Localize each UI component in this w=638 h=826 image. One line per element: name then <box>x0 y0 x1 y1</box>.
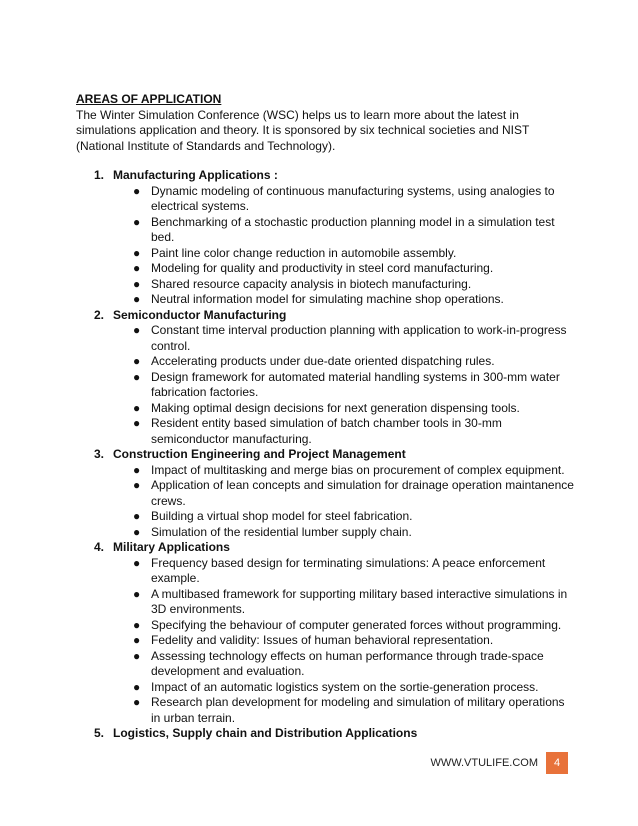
section-title <box>76 308 576 324</box>
list-item-text: Paint line color change reduction in automobile assembly. <box>151 245 457 260</box>
section-number: 3. <box>94 447 105 461</box>
section-military <box>76 540 576 726</box>
list-item-text: Specifying the behaviour of computer generated forces without programming. <box>151 617 562 632</box>
list-item <box>76 292 576 308</box>
page-footer <box>0 752 638 774</box>
list-item-text: Modeling for quality and productivity in steel cord manufacturing. <box>151 261 494 275</box>
page-number-badge: 4 <box>546 752 568 774</box>
document-body <box>76 92 576 742</box>
list-item <box>76 680 576 696</box>
list-item-text: Frequency based design for terminating simulations: A peace enforcement example. <box>151 555 546 585</box>
list-item-text: Simulation of the residential lumber supply chain. <box>151 524 412 539</box>
list-item <box>76 478 576 509</box>
list-item-text: Resident entity based simulation of batch chamber tools in 30-mm semiconductor manufacturing. <box>151 416 502 446</box>
bullet-icon: ● <box>133 323 141 337</box>
list-item-text: Impact of an automatic logistics system on the sortie-generation process. <box>151 679 539 694</box>
list-item-text: Fedelity and validity: Issues of human behavioral representation. <box>151 633 494 647</box>
section-construction <box>76 447 576 540</box>
list-item <box>76 370 576 401</box>
list-item-text: Making optimal design decisions for next generation dispensing tools. <box>151 400 520 415</box>
section-title-text: Logistics, Supply chain and Distribution Applications <box>113 726 418 740</box>
bullet-icon: ● <box>133 679 141 694</box>
section-number: 5. <box>94 726 105 740</box>
section-title <box>76 447 576 463</box>
section-title <box>76 168 576 184</box>
bullet-icon: ● <box>133 524 141 539</box>
section-semiconductor <box>76 308 576 448</box>
section-number: 4. <box>94 540 105 554</box>
section-title <box>76 540 576 556</box>
bullet-icon: ● <box>133 245 141 260</box>
section-number: 1. <box>94 168 105 182</box>
list-item <box>76 184 576 215</box>
section-title <box>76 726 576 742</box>
bullet-icon: ● <box>133 648 141 663</box>
bullet-icon: ● <box>133 633 141 647</box>
list-item-text: A multibased framework for supporting military based interactive simulations in 3D environments. <box>151 586 568 616</box>
list-item <box>76 246 576 262</box>
list-item-text: Accelerating products under due-date oriented dispatching rules. <box>151 354 495 368</box>
list-item <box>76 401 576 417</box>
list-item <box>76 277 576 293</box>
list-item-text: Application of lean concepts and simulation for drainage operation maintanence crews. <box>151 478 574 508</box>
intro-paragraph: The Winter Simulation Conference (WSC) helps us to learn more about the latest in simulations application and theory. It is sponsored by six technical societies and NIST (National Institute of Standards and Technology). <box>76 107 530 153</box>
list-item-text: Impact of multitasking and merge bias on procurement of complex equipment. <box>151 462 565 477</box>
list-item-text: Building a virtual shop model for steel fabrication. <box>151 509 413 523</box>
bullet-icon: ● <box>133 214 141 229</box>
section-number: 2. <box>94 307 105 322</box>
list-item-text: Dynamic modeling of continuous manufacturing systems, using analogies to electrical systems. <box>151 183 555 213</box>
section-title-text: Semiconductor Manufacturing <box>113 307 287 322</box>
list-item-text: Design framework for automated material handling systems in 300-mm water fabrication factories. <box>151 369 560 399</box>
section-title-text: Manufacturing Applications : <box>113 168 278 182</box>
list-item-text: Neutral information model for simulating machine shop operations. <box>151 292 504 306</box>
list-item <box>76 587 576 618</box>
bullet-icon: ● <box>133 695 141 709</box>
bullet-list <box>76 556 576 727</box>
list-item <box>76 354 576 370</box>
bullet-icon: ● <box>133 276 141 291</box>
bullet-icon: ● <box>133 617 141 632</box>
section-title-text: Military Applications <box>113 540 230 554</box>
bullet-icon: ● <box>133 509 141 523</box>
bullet-icon: ● <box>133 292 141 306</box>
list-item <box>76 416 576 447</box>
list-item-text: Research plan development for modeling and simulation of military operations in urban terrain. <box>151 695 565 725</box>
bullet-icon: ● <box>133 354 141 368</box>
application-list <box>76 168 576 742</box>
list-item <box>76 509 576 525</box>
bullet-icon: ● <box>133 462 141 477</box>
footer-url[interactable]: WWW.VTULIFE.COM <box>430 757 538 769</box>
bullet-icon: ● <box>133 400 141 415</box>
section-title-text: Construction Engineering and Project Management <box>113 447 406 461</box>
bullet-icon: ● <box>133 478 141 492</box>
list-item-text: Assessing technology effects on human performance through trade-space development and evaluation. <box>151 648 544 678</box>
bullet-list <box>76 184 576 308</box>
list-item <box>76 618 576 634</box>
bullet-icon: ● <box>133 586 141 601</box>
section-logistics <box>76 726 576 742</box>
bullet-list <box>76 323 576 447</box>
bullet-icon: ● <box>133 261 141 275</box>
bullet-icon: ● <box>133 555 141 570</box>
list-item <box>76 695 576 726</box>
bullet-list <box>76 463 576 541</box>
list-item <box>76 463 576 479</box>
list-item <box>76 525 576 541</box>
list-item <box>76 323 576 354</box>
list-item <box>76 649 576 680</box>
list-item <box>76 261 576 277</box>
list-item-text: Shared resource capacity analysis in biotech manufacturing. <box>151 276 472 291</box>
list-item <box>76 633 576 649</box>
section-heading: AREAS OF APPLICATION <box>76 92 222 106</box>
section-manufacturing <box>76 168 576 308</box>
list-item-text: Benchmarking of a stochastic production planning model in a simulation test bed. <box>151 214 555 244</box>
list-item-text: Constant time interval production planning with application to work-in-progress control. <box>151 323 567 353</box>
bullet-icon: ● <box>133 416 141 430</box>
bullet-icon: ● <box>133 369 141 384</box>
bullet-icon: ● <box>133 183 141 198</box>
list-item <box>76 556 576 587</box>
list-item <box>76 215 576 246</box>
